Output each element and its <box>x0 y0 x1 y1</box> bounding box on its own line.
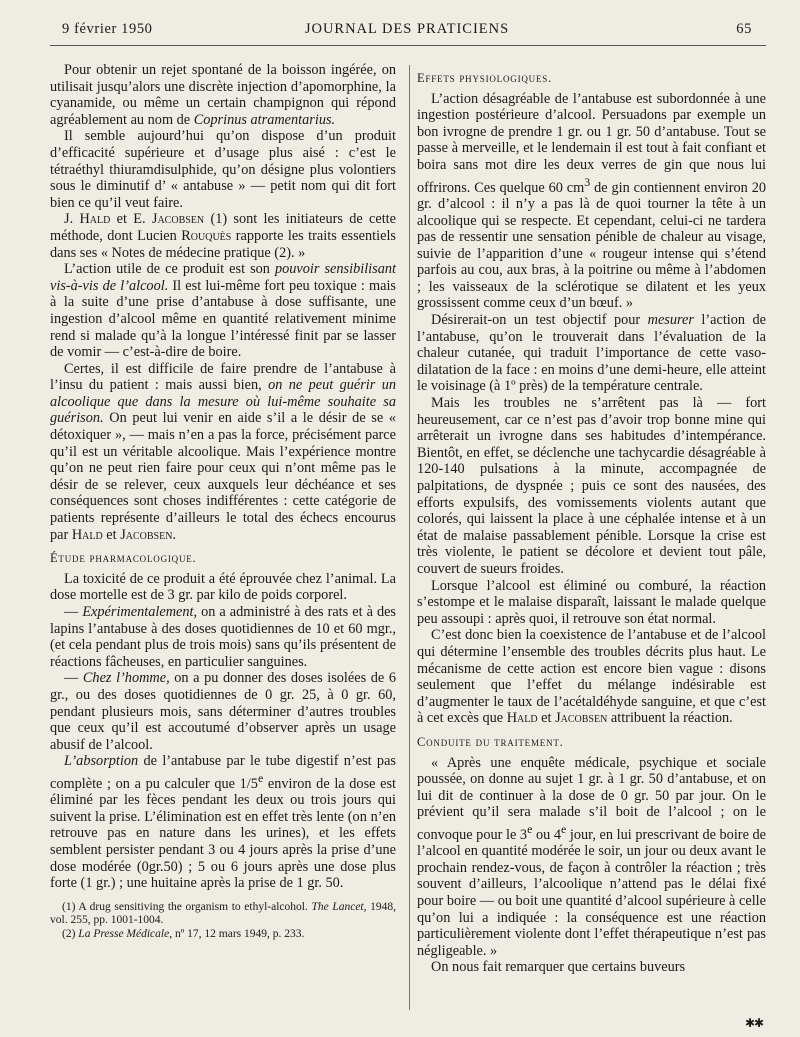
footnotes <box>50 901 396 942</box>
paragraph: Certes, il est difficile de faire prendre de l’antabuse à l’insu du patient : mais aussi bien, on ne peut guérir un alcoolique que dans la mesure où lui-même souhaite sa guérison. On peut lui venir en aide s’il a le désir de se « détoxiquer », — mais n’en a pas la force, précisément parce qu’il est un véritable alcoolique. Mais l’expérience montre qu’on ne peut rien faire pour ceux qui n’ont même pas le désir de se relever, ceux auxquels leur déchéance et ses conséquences sont choses indifférentes : cette catégorie de patients représente d’ailleurs le total des échecs encourus par Hald et Jacobsen. <box>50 360 397 543</box>
paragraph: Désirerait-on un test objectif pour mesurer l’action de l’antabuse, qu’on le trouverait dans l’évaluation de la chaleur cutanée, qui traduit l’importance de cette vaso-dilatation de la face : en moins d’une demi-heure, elle atteint le voisinage (à 1º près) de la température centrale. <box>417 312 766 395</box>
header-date: 9 février 1950 <box>62 21 153 37</box>
footnote-2: (2) La Presse Médicale, nº 17, 12 mars 1949, p. 233. <box>62 928 305 941</box>
paragraph: Pour obtenir un rejet spontané de la boisson ingérée, on utilisait jusqu’alors une discrète injection d’apomorphine, la cyanamide, ou même un certain champignon qui répond agréablement au nom de Coprinus atramentarius. <box>50 62 396 128</box>
right-column <box>417 62 766 976</box>
paragraph: On nous fait remarquer que certains buveurs <box>431 959 686 976</box>
section-heading-effets: Effets physiologiques. <box>417 71 552 85</box>
paragraph: L’action désagréable de l’antabuse est subordonnée à une ingestion postérieure d’alcool. Persuadons par exemple un bon ivrogne de prendre 1 gr. ou 1 gr. 50 d’antabuse. Tout se passe à merveille, et le lendemain il est tout à fait confiant et boira sans mot dire les deux verres de gin que nous lui offrirons. Ces quelque 60 $cm^3$ de gin contiennent environ 20 gr. d’alcool : il n’y a pas là de quoi tourner la tête à un alcoolique qui se respecte. Et cependant, celui-ci ne tardera pas de ressentir une sensation pénible de chaleur au visage, suivie de l’apparition d’une « rougeur intense qui s’étend parfois au cou, aux bras, à la poitrine ou même à l’abdomen ; les vaisseaux de la sclérotique se dilatent et les yeux grossissent comme ceux d’un bœuf. » <box>417 90 766 312</box>
header-page-number: 65 <box>736 21 752 37</box>
paragraph: — Expérimentalement, on a administré à des rats et à des lapins l’antabuse à des doses quotidiennes de 10 et 60 mgr., (et cela pendant plus de trois mois) sans qu’ils présentent de réactions fâcheuses, en particulier sanguines. <box>50 604 396 670</box>
section-heading-traitement: Conduite du traitement. <box>417 734 564 749</box>
section-heading-pharmacologie: Étude pharmacologique. <box>50 551 197 566</box>
paragraph: Mais les troubles ne s’arrêtent pas là — fort heureusement, car ce n’est pas d’avoir trop bonne mine qui arrêterait un ivrogne dans ses habitudes d’intempérance. Bientôt, en effet, se déclenche une tachycardie désagréable à 120-140 pulsations à la minute, accompagnée de palpitations, de dyspnée ; puis ce sont des nausées, des efforts expulsifs, des vomissements violents autant que colorés, qui laissent la place à une céphalée intense et à un état de malaise passablement pénible. Lorsque la crise est très violente, le patient se décolore et devient tout pâle, couvert de sueurs froides. <box>417 395 766 577</box>
paragraph: « Après une enquête médicale, psychique et sociale poussée, on donne au sujet 1 gr. à 1 gr. 50 d’antabuse, et on lui dit de continuer à la dose de 0 gr. 50 par jour. On le prévient qu’il sera malade s’il boit de l’alcool ; on le convoque pour le 3e ou 4e jour, en lui prescrivant de boire de l’alcool en quantité modérée le soir, un jour ou deux avant le prochain rendez-vous, de façon à contrôler la réaction ; très souvent d’ailleurs, l’alcoolique n’attend pas le délai fixé pour boire — ou boit une quantité d’alcool supérieure à celle qu’on lui a indiquée : la conséquence est une réaction particulièrement violente dont l’effet thérapeutique n’est pas négligeable. » <box>417 754 767 959</box>
paragraph: Lorsque l’alcool est éliminé ou comburé, la réaction s’estompe et le malaise disparaît, laissant le malade quelque peu assoupi : après quoi, il retrouve son état normal. <box>417 577 766 627</box>
column-divider <box>409 65 410 1010</box>
paragraph: Il semble aujourd’hui qu’on dispose d’un produit d’efficacité supérieure et d’usage plus aisé : c’est le tétraéthyl thiuramdisulphide, qu’on désigne plus volontiers sous le diminutif d’ « antabuse » — petit nom qui dit fort bien ce qu’il veut faire. <box>50 128 396 211</box>
header-rule <box>50 45 766 46</box>
header-journal-title: JOURNAL DES PRATICIENS <box>304 21 510 37</box>
paragraph: — Chez l’homme, on a pu donner des doses isolées de 6 gr., ou des doses quotidiennes de 0 gr. 25, à 0 gr. 60, pendant plusieurs mois, sans déterminer d’autres troubles que ceux qu’il est accoutumé d’observer après un usage abusif de l’alcool. <box>50 670 396 753</box>
left-column <box>50 62 396 942</box>
paragraph: La toxicité de ce produit a été éprouvée chez l’animal. La dose mortelle est de 3 gr. par kilo de poids corporel. <box>50 570 396 604</box>
printer-mark: ✱✱ <box>745 1016 764 1030</box>
paragraph: J. Hald et E. Jacobsen (1) sont les initiateurs de cette méthode, dont Lucien Rouquès rapporte les traits essentiels dans ses « Notes de médecine pratique (2). » <box>50 211 396 261</box>
paragraph: L’absorption de l’antabuse par le tube digestif n’est pas complète ; on a pu calculer que 1/5e environ de la dose est éliminé par les fèces pendant les deux ou trois jours qui suivent la prise. L’élimination est en effet très lente (on n’en retrouve pas en nature dans les urines), et les effets semblent persister pendant 3 ou 4 jours après la prise d’une dose modérée (0gr.50) ; 5 ou 6 jours après une dose plus forte (1 gr.) ; une huitaine après la prise de 1 gr. 50. <box>50 753 396 892</box>
footnote-1: (1) A drug sensitiving the organism to ethyl-alcohol. The Lancet, 1948, vol. 255, pp. 1001-1004. <box>50 900 396 927</box>
running-header <box>62 21 752 41</box>
paragraph: L’action utile de ce produit est son pouvoir sensibilisant vis-à-vis de l’alcool. Il est lui-même fort peu toxique : mais à la suite d’une prise d’antabuse à dose suffisante, une ingestion d’alcool même en quantité relativement minime rend si malade qu’à la longue l’intéressé finit par se lasser de vomir — c’est-à-dire de boire. <box>50 261 396 361</box>
paragraph: C’est donc bien la coexistence de l’antabuse et de l’alcool qui détermine l’ensemble des troubles décrits plus haut. Le mécanisme de cette action est encore bien vague : disons seulement que l’effet du mélange indésirable est d’augmenter le taux de l’acétaldéhyde sanguine, et que c’est à cet excès que Hald et Jacobsen attribuent la réaction. <box>417 627 766 727</box>
